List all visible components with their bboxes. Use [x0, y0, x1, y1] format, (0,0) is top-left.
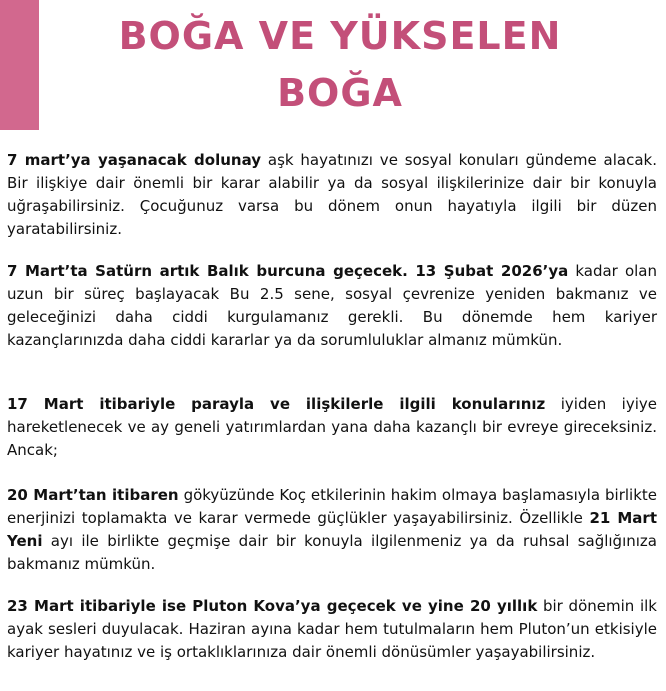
paragraph-body: bir dönemin ilk ayak sesleri duyulacak. Haziran ayına kadar hem tutulmaların hem Pluton’un etkisiyle kariyer hayatınız ve iş ortaklıklarınıza dair önemli dönüsümler yaşayabilirsiniz.: [7, 597, 657, 661]
paragraph-emphasis: 21 Mart Yeni: [7, 509, 657, 550]
paragraph-body: kadar olan uzun bir süreç başlayacak Bu 2.5 sene, sosyal çevrenize yeniden bakmanız ve geleceğinizi daha ciddi kurgulamanız gerekli. Bu dönemde hem kariyer kazançlarınızda daha ciddi kararlar ya da sorumluluklar almanız mümkün.: [7, 262, 657, 349]
accent-bar: [0, 0, 39, 130]
paragraph-body: gökyüzünde Koç etkilerinin hakim olmaya başlamasıyla birlikte enerjinizi toplamakta ve karar vermede güçlükler yaşayabilirsiniz. Özellikle: [7, 486, 657, 527]
page-title-line-1: BOĞA VE YÜKSELEN: [118, 14, 562, 58]
paragraph-body: iyiden iyiye hareketlenecek ve ay geneli yatırımlardan yana daha kazançlı bir evreye gireceksiniz. Ancak;: [7, 395, 658, 459]
paragraph-body: aşk hayatınızı ve sosyal konuları gündeme alacak. Bir ilişkiye dair önemli bir karar alabilir ya da sosyal ilişkilerinize dair bir konuyla uğraşabilirsiniz. Çocuğunuz varsa bu dönem onun hayatıyla ilgili bir düzen yaratabilirsiniz.: [7, 151, 657, 238]
paragraph-lead: 17 Mart itibariyle parayla ve ilişkilerle ilgili konularınız: [7, 395, 546, 413]
paragraph-20-mart: [7, 484, 657, 576]
paragraph-lead: 20 Mart’tan itibaren: [7, 486, 179, 504]
paragraph-lead: 23 Mart itibariyle ise Pluton Kova’ya geçecek ve yine 20 yıllık: [7, 597, 538, 615]
page-title-line-2: BOĞA: [277, 71, 403, 115]
paragraph-17-mart: [7, 393, 657, 462]
paragraph-lead: 7 mart’ya yaşanacak dolunay: [7, 151, 262, 169]
paragraph-saturn: [7, 260, 657, 352]
paragraph-body-continued: ayı ile birlikte geçmişe dair bir konuyla ilgilenmeniz ya da ruhsal sağlığınıza bakmanız mümkün.: [7, 532, 657, 573]
paragraph-lead: 7 Mart’ta Satürn artık Balık burcuna geçecek. 13 Şubat 2026’ya: [7, 262, 569, 280]
paragraph-dolunay: [7, 149, 657, 241]
paragraph-pluton: [7, 595, 657, 664]
